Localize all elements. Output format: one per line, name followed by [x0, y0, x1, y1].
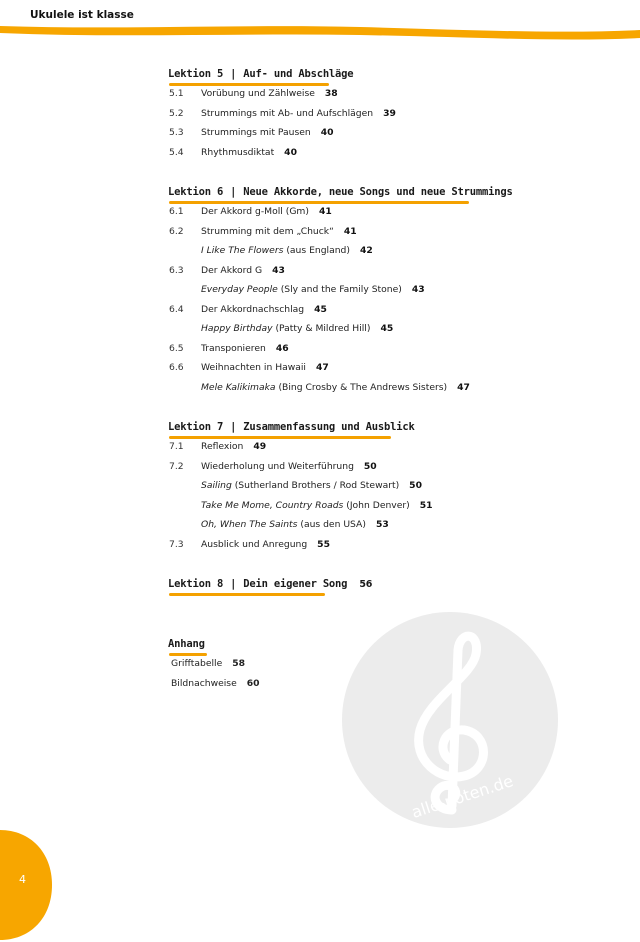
entry-title — [201, 304, 327, 315]
book-title: Ukulele ist klasse — [30, 9, 134, 21]
song-artist: (John Denver) — [346, 499, 410, 511]
song-reference — [201, 480, 422, 491]
entry-page-number: 50 — [409, 480, 422, 491]
lesson-separator: | — [230, 578, 237, 590]
lesson-separator: | — [230, 186, 237, 198]
entry-title — [201, 265, 285, 276]
entry-page-number: 38 — [324, 88, 338, 99]
entry-page-number: 55 — [317, 538, 330, 550]
song-entry — [169, 382, 509, 396]
entry-number: 6.4 — [169, 303, 184, 315]
entry-page-number: 51 — [419, 499, 433, 511]
entry-page-number: 46 — [275, 342, 289, 354]
entry-title-text: Vorübung und Zählweise — [201, 88, 315, 99]
entry-title-text: Der Akkordnachschlag — [201, 303, 305, 315]
toc-entry — [169, 226, 509, 240]
song-title: Mele Kalikimaka — [201, 381, 276, 393]
appendix-entry-title: Bildnachweise — [171, 678, 237, 689]
entry-page-number: 49 — [253, 441, 267, 452]
song-title: Take Me Mome, Country Roads — [201, 499, 344, 511]
toc-entry — [169, 127, 509, 141]
entry-title — [201, 539, 330, 550]
song-title: Everyday People — [201, 284, 278, 295]
entry-title-text: Der Akkord g-Moll (Gm) — [201, 206, 309, 217]
lesson-separator: | — [230, 421, 237, 433]
lesson-heading — [168, 68, 353, 80]
song-artist: (Sly and the Family Stone) — [280, 284, 402, 295]
song-title: Oh, When The Saints — [201, 519, 298, 530]
entry-title — [201, 206, 332, 217]
song-title: Happy Birthday — [201, 323, 273, 334]
song-entry — [169, 480, 509, 494]
lesson-label: Lektion 8 — [168, 578, 224, 590]
watermark-text: alle-noten.de — [409, 771, 516, 822]
song-artist: (Bing Crosby & The Andrews Sisters) — [278, 381, 448, 393]
toc-entry — [169, 304, 509, 318]
entry-number: 6.6 — [169, 362, 184, 373]
entry-title-text: Strummings mit Pausen — [201, 127, 311, 138]
appendix-heading: Anhang — [168, 638, 205, 650]
appendix-entry — [171, 678, 260, 689]
entry-page-number: 41 — [343, 225, 357, 237]
song-reference — [201, 382, 470, 393]
entry-title-text: Der Akkord G — [201, 264, 263, 276]
entry-page-number: 42 — [359, 245, 373, 256]
appendix-entry-title: Grifftabelle — [171, 658, 223, 669]
toc-entry — [169, 362, 509, 376]
entry-page-number: 40 — [320, 127, 334, 138]
toc-entry — [169, 461, 509, 475]
song-reference — [201, 519, 389, 530]
page-number-tab — [0, 830, 52, 940]
lesson-heading — [168, 578, 372, 590]
entry-page-number: 50 — [363, 460, 377, 472]
entry-title — [201, 343, 289, 354]
entry-number: 5.1 — [169, 88, 184, 99]
song-artist: (aus England) — [286, 245, 350, 256]
page-number: 4 — [19, 873, 26, 886]
entry-title — [201, 147, 297, 158]
entry-number: 7.2 — [169, 460, 184, 472]
entry-number: 6.3 — [169, 264, 184, 276]
entry-page-number: 45 — [380, 323, 394, 334]
entry-title — [201, 88, 338, 99]
song-title: I Like The Flowers — [201, 245, 284, 256]
entry-title-text: Strumming mit dem „Chuck“ — [201, 225, 334, 237]
lesson-heading-underline — [169, 436, 391, 439]
entry-number: 5.4 — [169, 146, 184, 158]
entry-number: 5.3 — [169, 127, 184, 138]
lesson-separator: | — [230, 68, 237, 80]
entry-number: 7.1 — [169, 441, 184, 452]
song-entry — [169, 284, 509, 298]
entry-page-number: 40 — [284, 146, 297, 158]
lesson-heading-underline — [169, 83, 329, 86]
entry-page-number: 47 — [457, 381, 470, 393]
toc-entry — [169, 206, 509, 220]
entry-number: 7.3 — [169, 538, 184, 550]
appendix-entry — [171, 658, 245, 669]
entry-title — [201, 127, 334, 138]
entry-number: 6.5 — [169, 342, 184, 354]
lesson-heading — [168, 186, 513, 198]
entry-title-text: Ausblick und Anregung — [201, 538, 308, 550]
song-artist: (Sutherland Brothers / Rod Stewart) — [234, 480, 400, 491]
entry-page-number: 39 — [383, 107, 396, 119]
lesson-label: Lektion 6 — [168, 186, 224, 198]
lesson-title: Zusammenfassung und Ausblick — [243, 421, 415, 433]
toc-entry — [169, 265, 509, 279]
lesson-label: Lektion 5 — [168, 68, 224, 80]
song-reference — [201, 323, 393, 334]
entry-title — [201, 362, 329, 373]
appendix-page-number: 58 — [232, 658, 246, 669]
entry-title-text: Weihnachten in Hawaii — [201, 362, 306, 373]
toc-entry — [169, 441, 509, 455]
entry-page-number: 43 — [272, 264, 285, 276]
toc-entry — [169, 539, 509, 553]
song-entry — [169, 519, 509, 533]
entry-number: 6.1 — [169, 206, 184, 217]
lesson-page-number: 56 — [359, 579, 373, 590]
entry-title — [201, 441, 266, 452]
song-reference — [201, 284, 425, 295]
entry-number: 6.2 — [169, 225, 184, 237]
toc-entry — [169, 108, 509, 122]
entry-title — [201, 226, 357, 237]
entry-title — [201, 108, 396, 119]
lesson-heading — [168, 421, 415, 433]
entry-title-text: Strummings mit Ab- und Aufschlägen — [201, 107, 374, 119]
entry-page-number: 43 — [411, 284, 425, 295]
lesson-title: Dein eigener Song — [243, 578, 348, 590]
song-artist: (aus den USA) — [300, 519, 366, 530]
lesson-label: Lektion 7 — [168, 421, 224, 433]
appendix-heading-underline — [169, 653, 207, 656]
song-entry — [169, 245, 509, 259]
song-entry — [169, 500, 509, 514]
entry-title-text: Transponieren — [201, 342, 266, 354]
song-entry — [169, 323, 509, 337]
song-reference — [201, 245, 373, 256]
entry-page-number: 53 — [375, 519, 389, 530]
entry-title-text: Rhythmusdiktat — [201, 146, 275, 158]
lesson-heading-underline — [169, 593, 325, 596]
entry-page-number: 45 — [314, 303, 327, 315]
toc-entry — [169, 88, 509, 102]
entry-title — [201, 461, 377, 472]
song-reference — [201, 500, 433, 511]
entry-number: 5.2 — [169, 107, 184, 119]
entry-title-text: Wiederholung und Weiterführung — [201, 460, 354, 472]
entry-page-number: 41 — [318, 206, 332, 217]
toc-entry — [169, 343, 509, 357]
entry-title-text: Reflexion — [201, 441, 244, 452]
song-artist: (Patty & Mildred Hill) — [275, 323, 371, 334]
appendix-page-number: 60 — [246, 678, 260, 689]
toc-entry — [169, 147, 509, 161]
song-title: Sailing — [201, 480, 232, 491]
lesson-heading-underline — [169, 201, 469, 204]
entry-page-number: 47 — [315, 362, 329, 373]
lesson-title: Neue Akkorde, neue Songs und neue Strummings — [243, 186, 513, 198]
lesson-title: Auf- und Abschläge — [243, 68, 354, 80]
